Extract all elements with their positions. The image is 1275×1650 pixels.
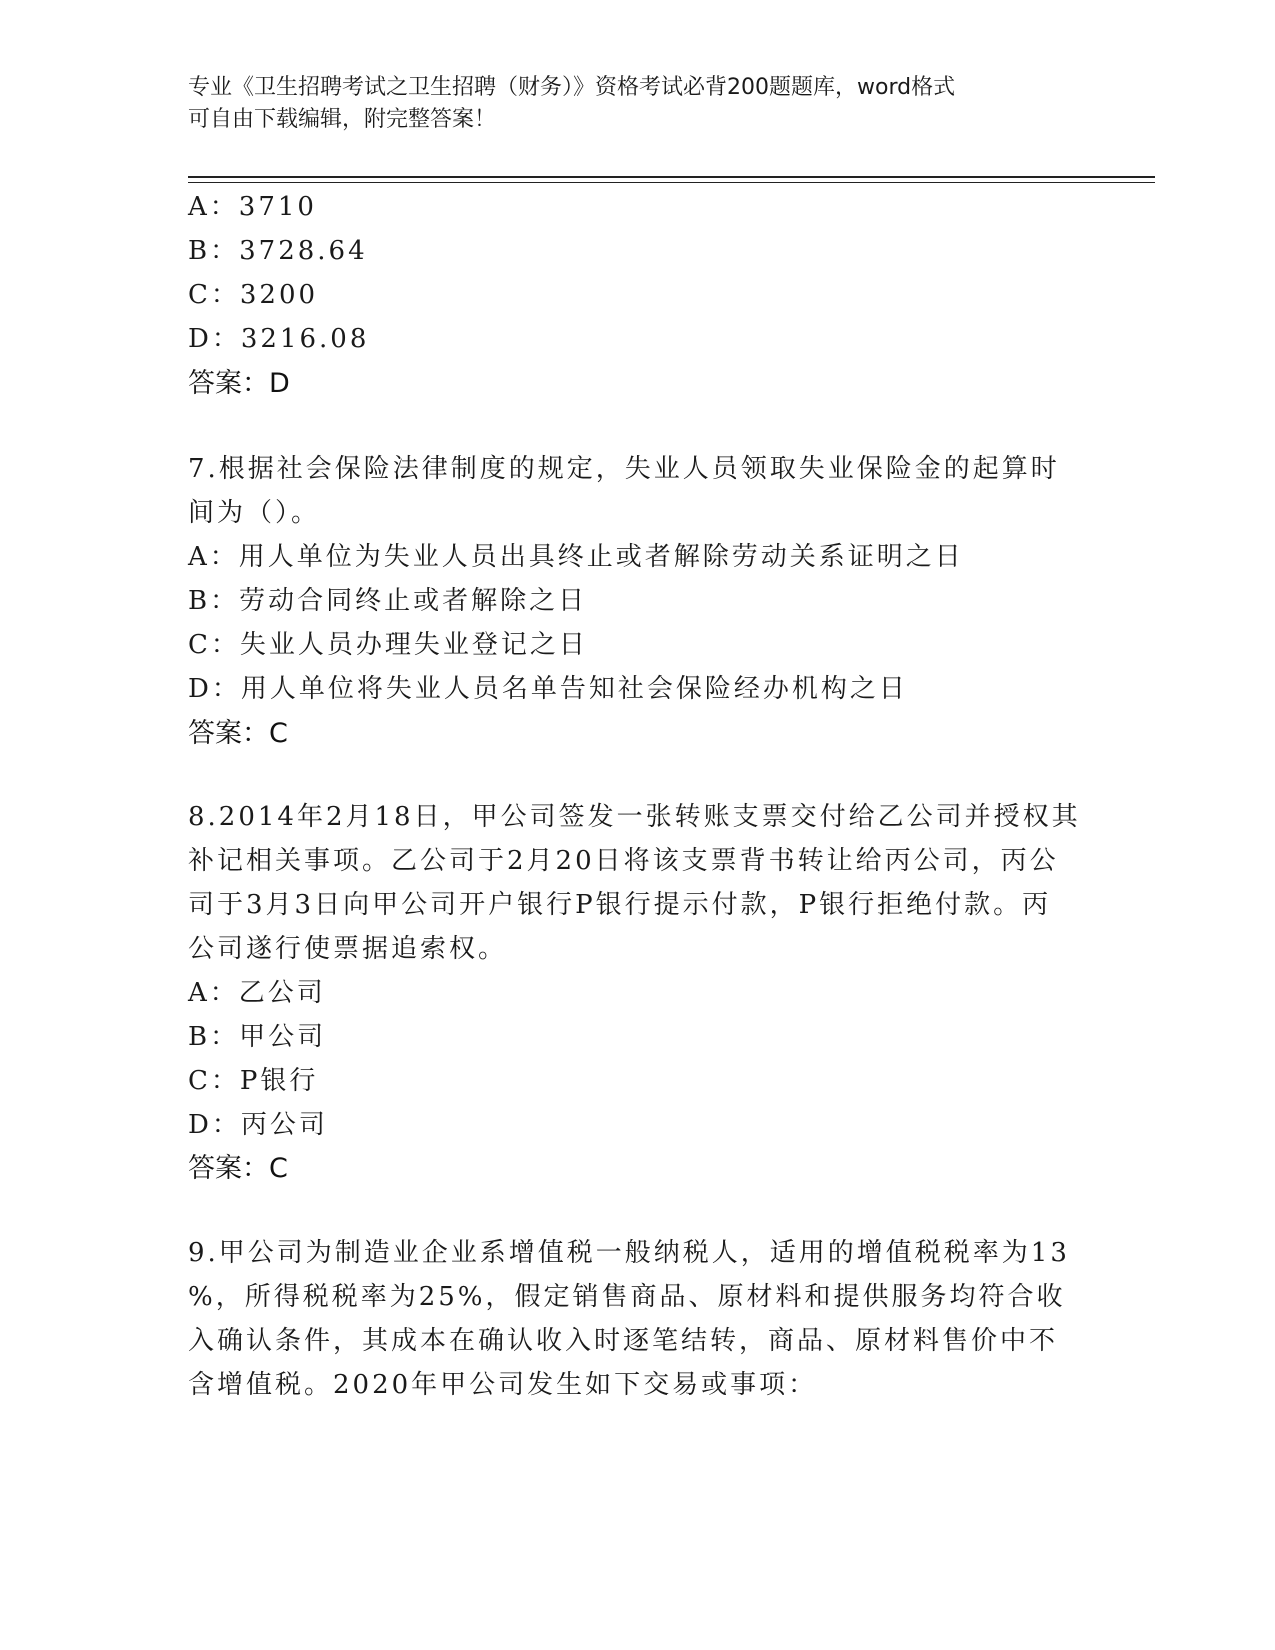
header-title-line-1: 专业《卫生招聘考试之卫生招聘（财务）》资格考试必背200题题库，word格式 [188,75,956,100]
document-header [188,72,1088,136]
q9-stem-line-3: 入确认条件，其成本在确认收入时逐笔结转，商品、原材料售价中不 [188,1326,1059,1356]
q6-answer: 答案：D [188,368,290,399]
q8-answer: 答案：C [188,1153,288,1184]
header-divider-thick [188,176,1155,178]
q7-stem-line-2: 间为（）。 [188,498,321,528]
q6-option-c: C：3200 [188,280,319,310]
q6-option-b: B：3728.64 [188,236,368,266]
q8-stem-line-4: 公司遂行使票据追索权。 [188,934,508,964]
q8-stem-line-2: 补记相关事项。乙公司于2月20日将该支票背书转让给丙公司，丙公 [188,846,1059,876]
q8-option-c: C：P银行 [188,1066,319,1096]
q8-option-d: D：丙公司 [188,1110,328,1140]
header-divider-thin [188,182,1155,183]
q7-option-c: C：失业人员办理失业登记之日 [188,630,588,660]
q9-stem-line-4: 含增值税。2020年甲公司发生如下交易或事项： [188,1370,818,1400]
q9-stem-line-1: 9.甲公司为制造业企业系增值税一般纳税人，适用的增值税税率为13 [188,1238,1070,1268]
q6-option-a: A：3710 [188,192,317,222]
q7-option-d: D：用人单位将失业人员名单告知社会保险经办机构之日 [188,674,908,704]
q6-option-d: D：3216.08 [188,324,370,354]
q8-stem-line-1: 8.2014年2月18日，甲公司签发一张转账支票交付给乙公司并授权其 [188,802,1081,832]
q7-stem-line-1: 7.根据社会保险法律制度的规定，失业人员领取失业保险金的起算时 [188,454,1060,484]
q7-option-a: A：用人单位为失业人员出具终止或者解除劳动关系证明之日 [188,542,964,572]
header-title-line-2: 可自由下载编辑，附完整答案！ [188,107,497,132]
q7-answer: 答案：C [188,718,288,749]
q7-option-b: B：劳动合同终止或者解除之日 [188,586,588,616]
q9-stem-line-2: %，所得税税率为25%，假定销售商品、原材料和提供服务均符合收 [188,1282,1066,1312]
q8-option-b: B：甲公司 [188,1022,327,1052]
q8-option-a: A：乙公司 [188,978,326,1008]
q8-stem-line-3: 司于3月3日向甲公司开户银行P银行提示付款，P银行拒绝付款。丙 [188,890,1052,920]
